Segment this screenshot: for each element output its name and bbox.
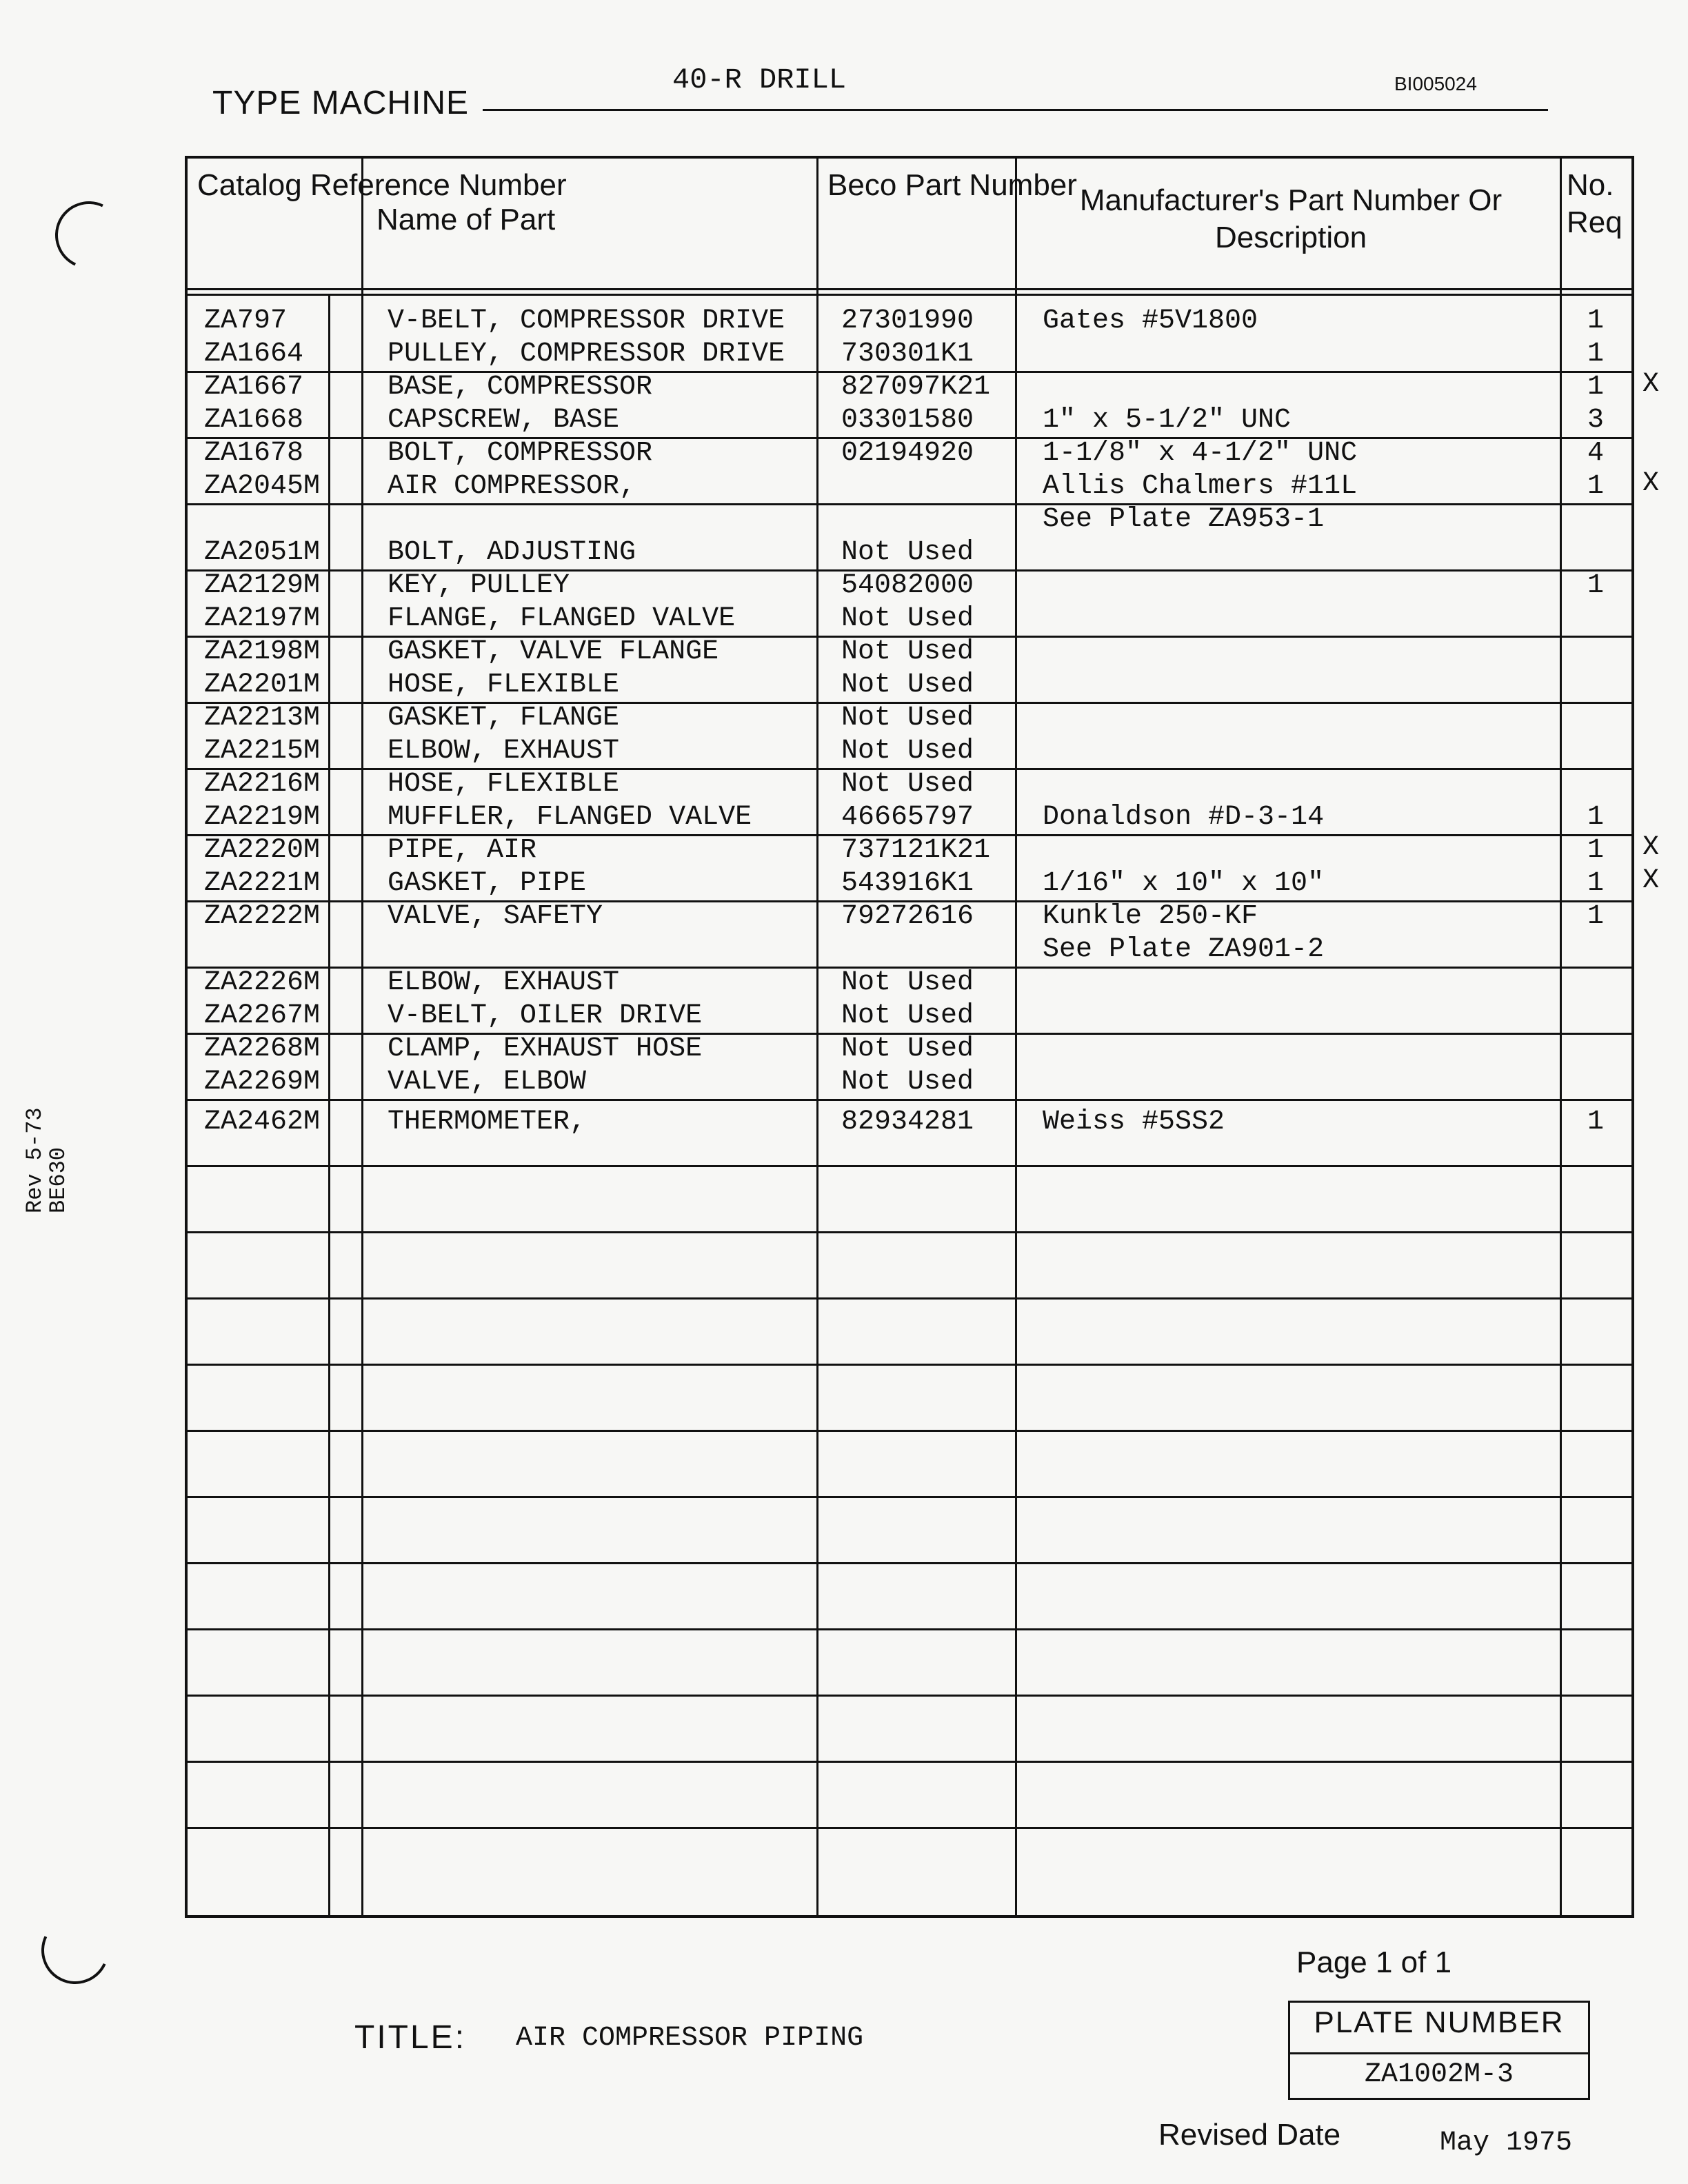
catalog-number: ZA2219M bbox=[204, 802, 321, 833]
beco-number: 27301990 bbox=[841, 305, 974, 336]
page-indicator: Page 1 of 1 bbox=[1296, 1945, 1452, 1979]
part-name: HOSE, FLEXIBLE bbox=[388, 669, 620, 700]
beco-number: 827097K21 bbox=[841, 372, 991, 403]
row-divider bbox=[188, 1628, 1631, 1630]
part-name: AIR COMPRESSOR, bbox=[388, 471, 636, 502]
catalog-number: ZA2197M bbox=[204, 603, 321, 634]
manufacturer-description: Kunkle 250-KF bbox=[1043, 901, 1258, 932]
catalog-number: ZA2226M bbox=[204, 967, 321, 998]
part-name: HOSE, FLEXIBLE bbox=[388, 769, 620, 800]
beco-number: 730301K1 bbox=[841, 338, 974, 370]
quantity: 1 bbox=[1587, 471, 1605, 502]
manufacturer-description: Donaldson #D-3-14 bbox=[1043, 802, 1325, 833]
table-row bbox=[188, 768, 1631, 801]
catalog-number: ZA2045M bbox=[204, 471, 321, 502]
table-row bbox=[188, 1000, 1631, 1033]
table-row bbox=[188, 1106, 1631, 1139]
catalog-number: ZA2198M bbox=[204, 636, 321, 667]
row-divider bbox=[188, 1165, 1631, 1167]
revision-margin-note: Rev 5-73 BE630 bbox=[22, 1107, 71, 1213]
row-divider bbox=[188, 1827, 1631, 1829]
quantity: 1 bbox=[1587, 868, 1605, 899]
catalog-number: ZA2201M bbox=[204, 669, 321, 700]
manufacturer-description: 1" x 5-1/2" UNC bbox=[1043, 405, 1292, 436]
beco-number: 02194920 bbox=[841, 438, 974, 469]
header-beco: Beco Part Number bbox=[827, 168, 1077, 202]
catalog-number: ZA797 bbox=[204, 305, 288, 336]
document-id: BI005024 bbox=[1394, 73, 1477, 94]
type-machine-label: TYPE MACHINE bbox=[212, 85, 470, 121]
punch-hole-mark bbox=[46, 192, 132, 279]
part-name: PIPE, AIR bbox=[388, 835, 537, 866]
table-row bbox=[188, 834, 1631, 867]
part-name: GASKET, VALVE FLANGE bbox=[388, 636, 719, 667]
table-row bbox=[188, 1066, 1631, 1099]
table-row bbox=[188, 338, 1631, 371]
catalog-number: ZA2222M bbox=[204, 901, 321, 932]
table-row bbox=[188, 702, 1631, 735]
plate-number-box bbox=[1288, 2001, 1590, 2100]
plate-number-value: ZA1002M-3 bbox=[1364, 2059, 1514, 2090]
beco-number: 03301580 bbox=[841, 405, 974, 436]
table-row bbox=[188, 305, 1631, 338]
part-name: BASE, COMPRESSOR bbox=[388, 372, 653, 403]
quantity: 3 bbox=[1587, 405, 1605, 436]
table-row bbox=[188, 470, 1631, 503]
catalog-number: ZA2129M bbox=[204, 570, 321, 601]
catalog-number: ZA2221M bbox=[204, 868, 321, 899]
part-name: ELBOW, EXHAUST bbox=[388, 967, 620, 998]
title-label: TITLE: bbox=[354, 2019, 467, 2056]
part-name: BOLT, ADJUSTING bbox=[388, 537, 636, 568]
beco-number: 46665797 bbox=[841, 802, 974, 833]
part-name: FLANGE, FLANGED VALVE bbox=[388, 603, 736, 634]
part-name: CLAMP, EXHAUST HOSE bbox=[388, 1033, 703, 1064]
quantity: 1 bbox=[1587, 835, 1605, 866]
part-name: KEY, PULLEY bbox=[388, 570, 570, 601]
part-name: VALVE, SAFETY bbox=[388, 901, 603, 932]
table-row bbox=[188, 569, 1631, 603]
beco-number: Not Used bbox=[841, 736, 974, 767]
beco-number: Not Used bbox=[841, 537, 974, 568]
part-name: GASKET, PIPE bbox=[388, 868, 587, 899]
table-row bbox=[188, 603, 1631, 636]
catalog-number: ZA2220M bbox=[204, 835, 321, 866]
catalog-number: ZA2051M bbox=[204, 537, 321, 568]
manufacturer-description: 1/16" x 10" x 10" bbox=[1043, 868, 1325, 899]
change-mark: X bbox=[1642, 468, 1660, 499]
part-name: BOLT, COMPRESSOR bbox=[388, 438, 653, 469]
row-divider bbox=[188, 1297, 1631, 1300]
header-name: Name of Part bbox=[376, 203, 556, 236]
quantity: 1 bbox=[1587, 901, 1605, 932]
beco-number: Not Used bbox=[841, 1066, 974, 1098]
catalog-number: ZA2462M bbox=[204, 1106, 321, 1138]
row-divider bbox=[188, 1364, 1631, 1366]
part-name: PULLEY, COMPRESSOR DRIVE bbox=[388, 338, 785, 370]
beco-number: Not Used bbox=[841, 702, 974, 734]
part-name: V-BELT, OILER DRIVE bbox=[388, 1000, 703, 1031]
beco-number: 79272616 bbox=[841, 901, 974, 932]
catalog-number: ZA1668 bbox=[204, 405, 304, 436]
quantity: 1 bbox=[1587, 570, 1605, 601]
manufacturer-description: Weiss #5SS2 bbox=[1043, 1106, 1225, 1138]
beco-number: Not Used bbox=[841, 1033, 974, 1064]
punch-hole-mark bbox=[32, 1907, 119, 1994]
beco-number: 54082000 bbox=[841, 570, 974, 601]
quantity: 1 bbox=[1587, 1106, 1605, 1138]
part-name: V-BELT, COMPRESSOR DRIVE bbox=[388, 305, 785, 336]
row-divider bbox=[188, 1496, 1631, 1498]
manufacturer-description: See Plate ZA953-1 bbox=[1043, 504, 1325, 535]
beco-number: 543916K1 bbox=[841, 868, 974, 899]
table-row bbox=[188, 503, 1631, 536]
row-divider bbox=[188, 1099, 1631, 1101]
header-divider bbox=[188, 288, 1631, 290]
part-name: ELBOW, EXHAUST bbox=[388, 736, 620, 767]
manufacturer-description: 1-1/8" x 4-1/2" UNC bbox=[1043, 438, 1358, 469]
table-row bbox=[188, 636, 1631, 669]
catalog-number: ZA2216M bbox=[204, 769, 321, 800]
catalog-number: ZA2267M bbox=[204, 1000, 321, 1031]
part-name: GASKET, FLANGE bbox=[388, 702, 620, 734]
table-row bbox=[188, 900, 1631, 933]
revised-date-value: May 1975 bbox=[1440, 2127, 1573, 2158]
quantity: 1 bbox=[1587, 802, 1605, 833]
beco-number: Not Used bbox=[841, 636, 974, 667]
table-row bbox=[188, 735, 1631, 768]
parts-table bbox=[185, 156, 1634, 1918]
header-manufacturer: Manufacturer's Part Number Or Description bbox=[1079, 183, 1503, 254]
beco-number: Not Used bbox=[841, 769, 974, 800]
beco-number: Not Used bbox=[841, 669, 974, 700]
part-name: VALVE, ELBOW bbox=[388, 1066, 587, 1098]
change-mark: X bbox=[1642, 832, 1660, 863]
table-row bbox=[188, 536, 1631, 569]
type-machine-value: 40-R DRILL bbox=[672, 63, 847, 97]
beco-number: Not Used bbox=[841, 1000, 974, 1031]
header-qty: No. Req bbox=[1567, 168, 1622, 239]
part-name: MUFFLER, FLANGED VALVE bbox=[388, 802, 752, 833]
row-divider bbox=[188, 1562, 1631, 1564]
manufacturer-description: Gates #5V1800 bbox=[1043, 305, 1258, 336]
plate-number-label: PLATE NUMBER bbox=[1314, 2005, 1565, 2039]
table-row bbox=[188, 669, 1631, 702]
table-row bbox=[188, 1033, 1631, 1066]
row-divider bbox=[188, 1695, 1631, 1697]
title-value: AIR COMPRESSOR PIPING bbox=[516, 2023, 864, 2054]
catalog-number: ZA2269M bbox=[204, 1066, 321, 1098]
beco-number: Not Used bbox=[841, 967, 974, 998]
header-divider bbox=[188, 294, 1631, 296]
row-divider bbox=[188, 1430, 1631, 1432]
change-mark: X bbox=[1642, 865, 1660, 896]
quantity: 1 bbox=[1587, 372, 1605, 403]
quantity: 1 bbox=[1587, 338, 1605, 370]
table-row bbox=[188, 867, 1631, 900]
row-divider bbox=[188, 1231, 1631, 1233]
quantity: 4 bbox=[1587, 438, 1605, 469]
catalog-number: ZA1678 bbox=[204, 438, 304, 469]
beco-number: 82934281 bbox=[841, 1106, 974, 1138]
table-row bbox=[188, 371, 1631, 404]
catalog-number: ZA2215M bbox=[204, 736, 321, 767]
beco-number: Not Used bbox=[841, 603, 974, 634]
plate-divider bbox=[1290, 2052, 1588, 2054]
quantity: 1 bbox=[1587, 305, 1605, 336]
header-catalog: Catalog Reference Number bbox=[197, 168, 567, 202]
change-mark: X bbox=[1642, 369, 1660, 400]
type-machine-underline bbox=[483, 109, 1548, 111]
catalog-number: ZA1667 bbox=[204, 372, 304, 403]
manufacturer-description: See Plate ZA901-2 bbox=[1043, 934, 1325, 965]
part-name: CAPSCREW, BASE bbox=[388, 405, 620, 436]
revised-date-label: Revised Date bbox=[1158, 2118, 1341, 2152]
part-name: THERMOMETER, bbox=[388, 1106, 587, 1138]
table-row bbox=[188, 801, 1631, 834]
catalog-number: ZA2268M bbox=[204, 1033, 321, 1064]
catalog-number: ZA1664 bbox=[204, 338, 304, 370]
beco-number: 737121K21 bbox=[841, 835, 991, 866]
table-row bbox=[188, 933, 1631, 967]
manufacturer-description: Allis Chalmers #11L bbox=[1043, 471, 1358, 502]
catalog-number: ZA2213M bbox=[204, 702, 321, 734]
row-divider bbox=[188, 1761, 1631, 1763]
table-row bbox=[188, 404, 1631, 437]
table-row bbox=[188, 967, 1631, 1000]
table-row bbox=[188, 437, 1631, 470]
